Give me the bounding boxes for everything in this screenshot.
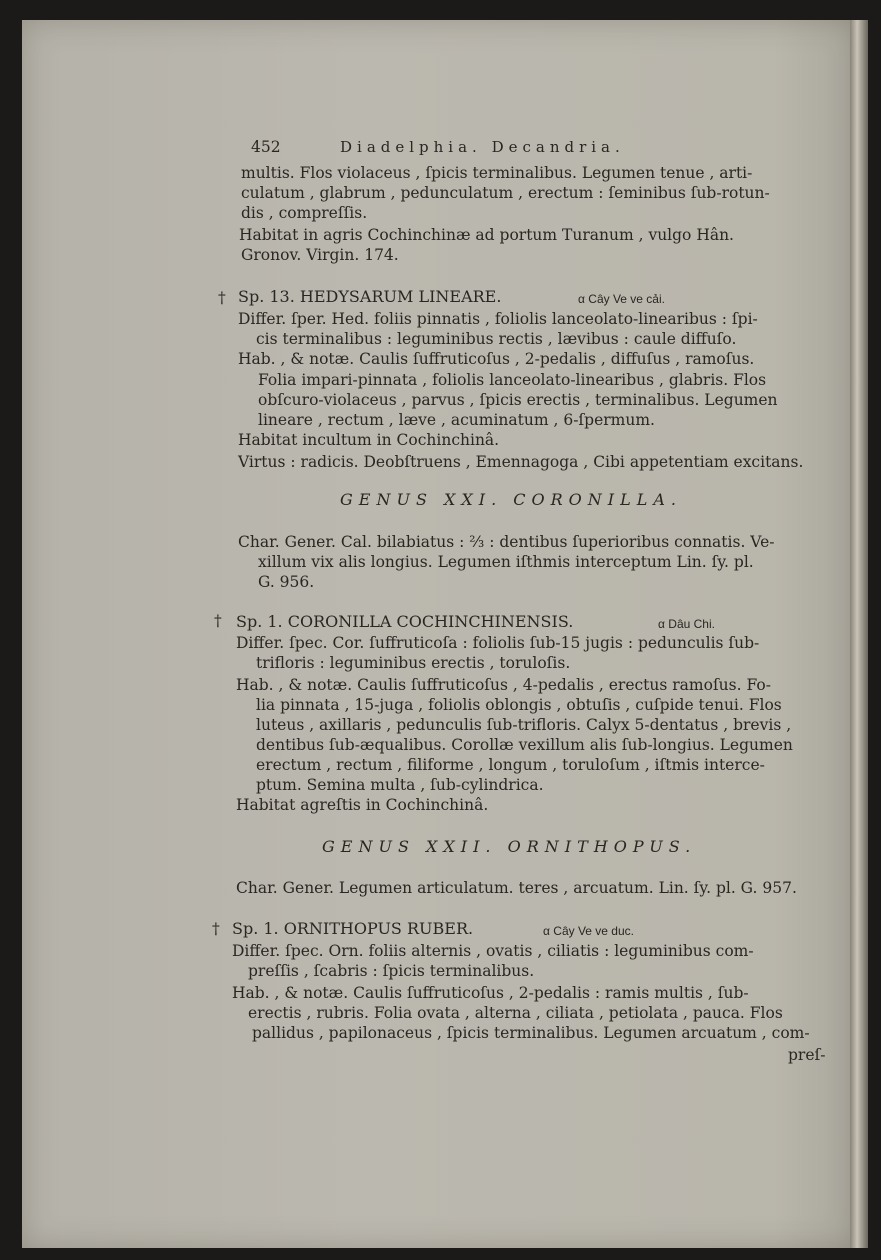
text-line: erectis , rubris. Folia ovata , alterna , ciliata , petiolata , pauca. Flos bbox=[248, 1004, 783, 1022]
vernacular-name: α Dâu Chi. bbox=[658, 617, 715, 631]
text-line: Char. Gener. Cal. bilabiatus : ⅔ : dentibus ſuperioribus connatis. Ve- bbox=[238, 533, 775, 551]
species-title: Sp. 1. CORONILLA COCHINCHINENSIS. bbox=[236, 612, 574, 631]
text-line: Differ. ſpec. Orn. foliis alternis , ovatis , ciliatis : leguminibus com- bbox=[232, 942, 754, 960]
species-title: Sp. 13. HEDYSARUM LINEARE. bbox=[238, 287, 502, 306]
text-line: G. 956. bbox=[258, 573, 315, 591]
text-line: obſcuro-violaceus , parvus , ſpicis erectis , terminalibus. Legumen bbox=[258, 391, 778, 409]
text-line: Habitat agreſtis in Cochinchinâ. bbox=[236, 796, 489, 814]
text-line: Folia impari-pinnata , foliolis lanceolato-linearibus , glabris. Flos bbox=[258, 371, 767, 389]
text-line: Hab. , & notæ. Caulis ſuffruticoſus , 2-pedalis : ramis multis , ſub- bbox=[232, 984, 749, 1002]
text-line: Habitat incultum in Cochinchinâ. bbox=[238, 431, 500, 449]
text-line: trifloris : leguminibus erectis , toruloſis. bbox=[256, 654, 571, 672]
text-line: multis. Flos violaceus , ſpicis terminalibus. Legumen tenue , arti- bbox=[241, 164, 753, 182]
text-line: dis , compreſſis. bbox=[241, 204, 368, 222]
text-line: Hab. , & notæ. Caulis ſuffruticoſus , 2-pedalis , diffuſus , ramoſus. bbox=[238, 350, 755, 368]
book-spine bbox=[850, 20, 868, 1248]
genus-character: Char. Gener. Legumen articulatum. teres , arcuatum. Lin. ſy. pl. G. 957. bbox=[236, 879, 797, 897]
text-line: cis terminalibus : leguminibus rectis , lævibus : caule diffuſo. bbox=[256, 330, 737, 348]
text-line: lia pinnata , 15-juga , foliolis oblongis , obtuſis , cuſpide tenui. Flos bbox=[256, 696, 782, 714]
text-line: Habitat in agris Cochinchinæ ad portum Turanum , vulgo Hân. bbox=[239, 226, 734, 244]
text-line: preſſis , ſcabris : ſpicis terminalibus. bbox=[248, 962, 535, 980]
text-line: Differ. ſpec. Cor. ſuffruticoſa : foliolis ſub-15 jugis : pedunculis ſub- bbox=[236, 634, 760, 652]
text-line: Differ. ſper. Hed. foliis pinnatis , foliolis lanceolato-linearibus : ſpi- bbox=[238, 310, 758, 328]
text-line: xillum vix alis longius. Legumen iſthmis interceptum Lin. ſy. pl. bbox=[258, 553, 754, 571]
dagger-mark: † bbox=[214, 612, 222, 630]
text-line: dentibus ſub-æqualibus. Corollæ vexillum alis ſub-longius. Legumen bbox=[256, 736, 793, 754]
text-line: luteus , axillaris , pedunculis ſub-trifloris. Calyx 5-dentatus , brevis , bbox=[256, 716, 792, 734]
text-line: pallidus , papilonaceus , ſpicis terminalibus. Legumen arcuatum , com- bbox=[252, 1024, 810, 1042]
text-line: Hab. , & notæ. Caulis ſuffruticoſus , 4-pedalis , erectus ramoſus. Fo- bbox=[236, 676, 771, 694]
species-title: Sp. 1. ORNITHOPUS RUBER. bbox=[232, 919, 474, 938]
text-line: culatum , glabrum , pedunculatum , erectum : ſeminibus ſub-rotun- bbox=[241, 184, 770, 202]
genus-heading: GENUS XXI. CORONILLA. bbox=[340, 490, 682, 509]
text-line: ptum. Semina multa , ſub-cylindrica. bbox=[256, 776, 544, 794]
text-line: Gronov. Virgin. 174. bbox=[241, 246, 399, 264]
vernacular-name: α Cây Ve ve cải. bbox=[578, 292, 665, 306]
genus-heading: GENUS XXII. ORNITHOPUS. bbox=[322, 837, 697, 856]
text-line: erectum , rectum , filiforme , longum , toruloſum , iſtmis interce- bbox=[256, 756, 765, 774]
text-line: lineare , rectum , læve , acuminatum , 6-ſpermum. bbox=[258, 411, 655, 429]
running-title: Diadelphia. Decandria. bbox=[340, 138, 625, 156]
text-line: Virtus : radicis. Deobſtruens , Emennagoga , Cibi appetentiam excitans. bbox=[238, 453, 804, 471]
dagger-mark: † bbox=[218, 289, 226, 307]
page-number: 452 bbox=[251, 138, 281, 156]
vernacular-name: α Cây Ve ve duc. bbox=[543, 924, 634, 938]
dagger-mark: † bbox=[212, 920, 220, 938]
text-line: preſ- bbox=[788, 1046, 826, 1064]
